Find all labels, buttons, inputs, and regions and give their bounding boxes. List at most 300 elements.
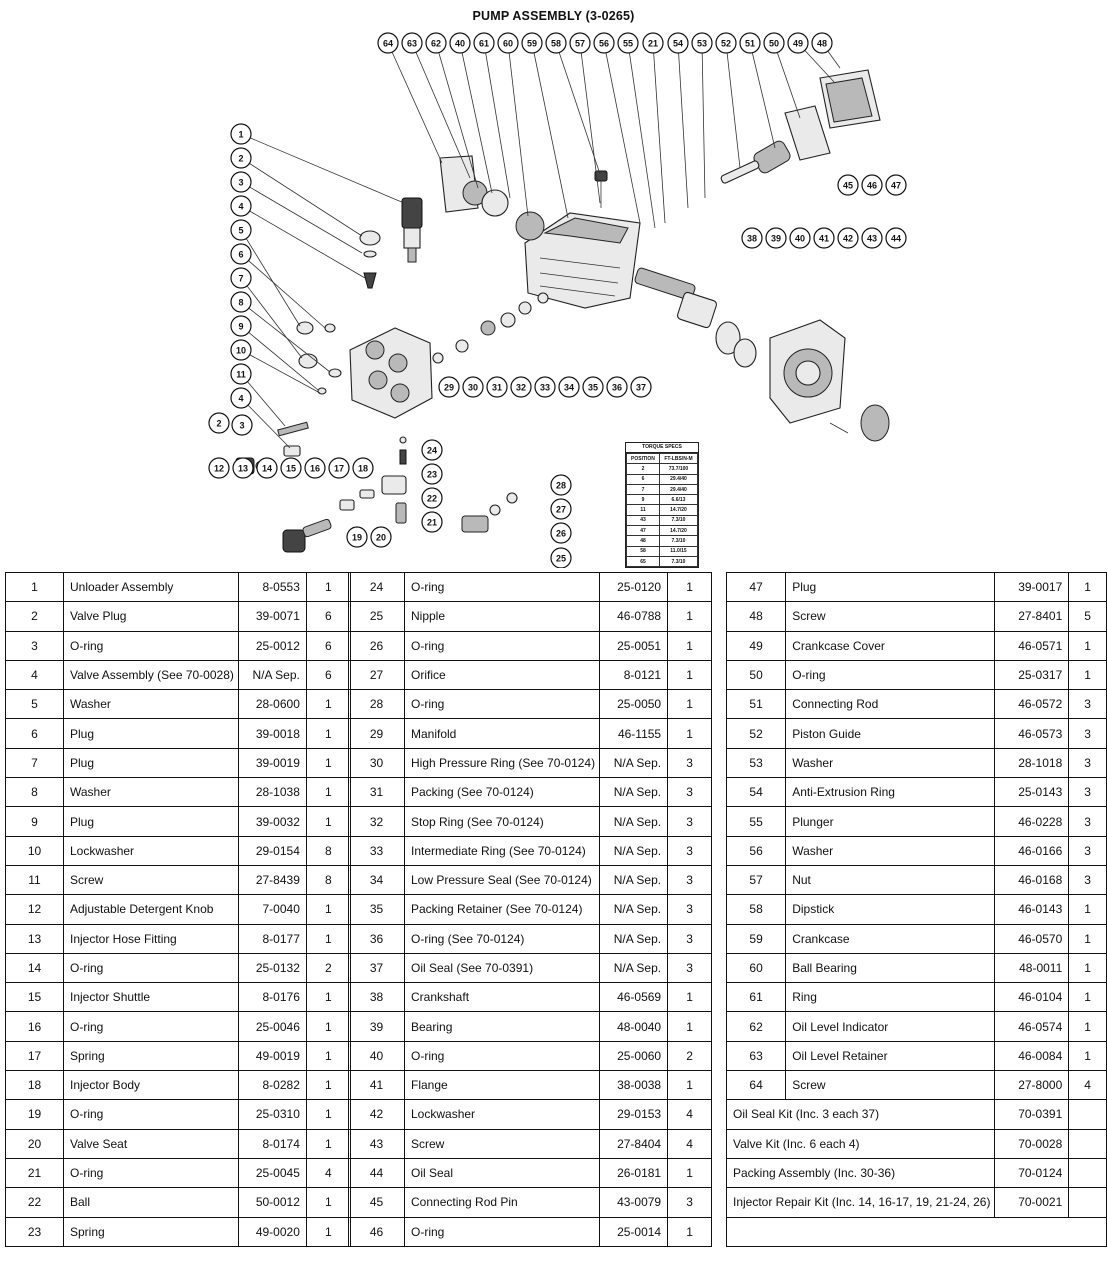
- callout-43: [862, 228, 882, 248]
- torque-row: [627, 474, 698, 484]
- part-number: 25-0012: [238, 631, 306, 660]
- part-description: Plug: [64, 807, 239, 836]
- item-number: 34: [349, 865, 405, 894]
- quantity: 3: [668, 778, 712, 807]
- kit-description: Packing Assembly (Inc. 30-36): [727, 1158, 995, 1187]
- callout-16: [305, 458, 325, 478]
- callout-15: [281, 458, 301, 478]
- table-row: [727, 924, 1107, 953]
- svg-text:2: 2: [238, 153, 244, 164]
- item-number: 38: [349, 983, 405, 1012]
- svg-text:39: 39: [770, 233, 782, 244]
- crankcase-drawing: [440, 156, 640, 308]
- svg-text:11: 11: [236, 369, 246, 380]
- torque-value: 7.3/10: [659, 556, 697, 566]
- part-number: N/A Sep.: [600, 924, 668, 953]
- quantity: 1: [668, 1158, 712, 1187]
- torque-position: 43: [627, 515, 660, 525]
- quantity: 1: [1069, 631, 1107, 660]
- callout-22: [422, 488, 442, 508]
- part-number: 25-0050: [600, 690, 668, 719]
- callout-9: [231, 316, 251, 336]
- torque-value: 73.7/100: [659, 464, 697, 474]
- table-row: [6, 660, 351, 689]
- item-number: 48: [727, 602, 786, 631]
- table-row: [6, 1100, 351, 1129]
- quantity: 2: [306, 953, 350, 982]
- table-row: [727, 836, 1107, 865]
- blank-row: [727, 1217, 1107, 1246]
- svg-text:46: 46: [866, 180, 878, 191]
- quantity: 3: [1069, 719, 1107, 748]
- callout-26: [551, 523, 571, 543]
- callout-33: [535, 377, 555, 397]
- part-number: 46-0571: [995, 631, 1069, 660]
- part-description: O-ring: [64, 1012, 239, 1041]
- item-number: 44: [349, 1158, 405, 1187]
- part-number: 50-0012: [238, 1188, 306, 1217]
- item-number: 8: [6, 778, 64, 807]
- table-row: [349, 953, 712, 982]
- callout-8: [231, 292, 251, 312]
- part-description: Lockwasher: [64, 836, 239, 865]
- kit-quantity: [1069, 1100, 1107, 1129]
- torque-position: 11: [627, 505, 660, 515]
- callout-59: [522, 33, 542, 53]
- table-row: [727, 1041, 1107, 1070]
- quantity: 1: [1069, 953, 1107, 982]
- part-number: 27-8404: [600, 1129, 668, 1158]
- crankshaft-drawing: [634, 267, 889, 441]
- part-description: O-ring: [64, 1158, 239, 1187]
- torque-value: 14.7/20: [659, 526, 697, 536]
- svg-text:8: 8: [238, 297, 244, 308]
- part-number: 46-0573: [995, 719, 1069, 748]
- part-number: 8-0174: [238, 1129, 306, 1158]
- part-number: 25-0051: [600, 631, 668, 660]
- part-description: Piston Guide: [786, 719, 995, 748]
- svg-text:47: 47: [890, 180, 902, 191]
- table-row: [349, 748, 712, 777]
- part-number: 46-0574: [995, 1012, 1069, 1041]
- quantity: 6: [306, 631, 350, 660]
- svg-text:1: 1: [238, 129, 244, 140]
- quantity: 1: [306, 1129, 350, 1158]
- callout-35: [583, 377, 603, 397]
- torque-position: 2: [627, 464, 660, 474]
- table-row: [349, 983, 712, 1012]
- quantity: 1: [668, 983, 712, 1012]
- svg-text:37: 37: [635, 382, 647, 393]
- quantity: 6: [306, 660, 350, 689]
- page-title: PUMP ASSEMBLY (3-0265): [472, 9, 635, 23]
- quantity: 1: [1069, 660, 1107, 689]
- part-number: N/A Sep.: [600, 895, 668, 924]
- part-number: 46-0570: [995, 924, 1069, 953]
- svg-text:36: 36: [611, 382, 623, 393]
- item-number: 7: [6, 748, 64, 777]
- blank-cell: [727, 1217, 1107, 1246]
- item-number: 52: [727, 719, 786, 748]
- item-number: 62: [727, 1012, 786, 1041]
- callout-19: [347, 527, 367, 547]
- item-number: 19: [6, 1100, 64, 1129]
- part-description: O-ring: [64, 631, 239, 660]
- table-row: [727, 690, 1107, 719]
- table-row: [727, 865, 1107, 894]
- svg-text:64: 64: [382, 38, 394, 49]
- callout-24: [422, 440, 442, 460]
- callout-12: [209, 458, 229, 478]
- crankcase-cover-drawing: [720, 70, 880, 184]
- part-number: 39-0018: [238, 719, 306, 748]
- table-row: [349, 602, 712, 631]
- item-number: 57: [727, 865, 786, 894]
- torque-position: 48: [627, 536, 660, 546]
- item-number: 40: [349, 1041, 405, 1070]
- part-description: O-ring: [405, 1217, 600, 1246]
- svg-text:3: 3: [238, 177, 244, 188]
- svg-text:27: 27: [555, 504, 567, 515]
- callout-50: [764, 33, 784, 53]
- part-number: N/A Sep.: [600, 807, 668, 836]
- callout-29: [439, 377, 459, 397]
- torque-row: [627, 495, 698, 505]
- table-row: [349, 690, 712, 719]
- torque-row: [627, 505, 698, 515]
- part-number: 25-0045: [238, 1158, 306, 1187]
- part-description: O-ring: [786, 660, 995, 689]
- callout-5: [231, 220, 251, 240]
- quantity: 1: [668, 719, 712, 748]
- part-number: 49-0020: [238, 1217, 306, 1246]
- part-number: 49-0019: [238, 1041, 306, 1070]
- table-row: [349, 573, 712, 602]
- svg-text:31: 31: [491, 382, 503, 393]
- part-description: Oil Level Indicator: [786, 1012, 995, 1041]
- callout-57: [570, 33, 590, 53]
- part-number: 39-0071: [238, 602, 306, 631]
- item-number: 53: [727, 748, 786, 777]
- torque-value: 7.3/10: [659, 515, 697, 525]
- svg-text:35: 35: [587, 382, 599, 393]
- quantity: 1: [668, 573, 712, 602]
- quantity: 1: [306, 924, 350, 953]
- callout-40: [790, 228, 810, 248]
- callout-10: [231, 340, 251, 360]
- part-number: N/A Sep.: [600, 865, 668, 894]
- callout-37: [631, 377, 651, 397]
- callout-47: [886, 175, 906, 195]
- kit-row: [727, 1188, 1107, 1217]
- svg-text:2: 2: [216, 418, 222, 429]
- table-row: [349, 895, 712, 924]
- part-description: Screw: [786, 602, 995, 631]
- kit-row: [727, 1158, 1107, 1187]
- callout-38: [742, 228, 762, 248]
- quantity: 1: [306, 1041, 350, 1070]
- quantity: 3: [668, 1188, 712, 1217]
- table-row: [349, 1217, 712, 1246]
- table-row: [727, 602, 1107, 631]
- table-row: [349, 1158, 712, 1187]
- quantity: 1: [1069, 924, 1107, 953]
- item-number: 28: [349, 690, 405, 719]
- table-row: [349, 660, 712, 689]
- table-row: [6, 1188, 351, 1217]
- callout-61: [474, 33, 494, 53]
- kit-quantity: [1069, 1129, 1107, 1158]
- part-description: High Pressure Ring (See 70-0124): [405, 748, 600, 777]
- table-row: [727, 895, 1107, 924]
- table-row: [6, 983, 351, 1012]
- svg-text:55: 55: [622, 38, 634, 49]
- item-number: 16: [6, 1012, 64, 1041]
- part-description: Anti-Extrusion Ring: [786, 778, 995, 807]
- table-row: [349, 1012, 712, 1041]
- quantity: 4: [668, 1100, 712, 1129]
- exploded-pump-diagram: [0, 28, 1107, 568]
- parts-table-2: [348, 572, 712, 1247]
- item-number: 41: [349, 1071, 405, 1100]
- svg-text:15: 15: [285, 463, 297, 474]
- item-number: 45: [349, 1188, 405, 1217]
- torque-value: 14.7/20: [659, 505, 697, 515]
- svg-text:25: 25: [555, 553, 567, 564]
- part-description: Crankcase Cover: [786, 631, 995, 660]
- callout-64: [378, 33, 398, 53]
- svg-text:49: 49: [792, 38, 804, 49]
- quantity: 1: [1069, 1012, 1107, 1041]
- kit-description: Valve Kit (Inc. 6 each 4): [727, 1129, 995, 1158]
- torque-position: 58: [627, 546, 660, 556]
- quantity: 1: [306, 1071, 350, 1100]
- item-number: 39: [349, 1012, 405, 1041]
- svg-text:45: 45: [842, 180, 854, 191]
- item-number: 25: [349, 602, 405, 631]
- quantity: 1: [306, 983, 350, 1012]
- part-number: 46-1155: [600, 719, 668, 748]
- part-number: N/A Sep.: [238, 660, 306, 689]
- svg-text:57: 57: [574, 38, 586, 49]
- item-number: 56: [727, 836, 786, 865]
- parts-table-1: [5, 572, 351, 1247]
- callout-54: [668, 33, 688, 53]
- part-description: Ring: [786, 983, 995, 1012]
- quantity: 3: [1069, 807, 1107, 836]
- part-description: Packing Retainer (See 70-0124): [405, 895, 600, 924]
- item-number: 49: [727, 631, 786, 660]
- part-number: 46-0228: [995, 807, 1069, 836]
- part-description: Spring: [64, 1217, 239, 1246]
- quantity: 1: [306, 719, 350, 748]
- callout-11: [231, 364, 251, 384]
- quantity: 1: [306, 807, 350, 836]
- callout-46: [862, 175, 882, 195]
- kit-quantity: [1069, 1188, 1107, 1217]
- quantity: 1: [1069, 1041, 1107, 1070]
- part-number: N/A Sep.: [600, 778, 668, 807]
- svg-text:42: 42: [842, 233, 854, 244]
- kit-description: Injector Repair Kit (Inc. 14, 16-17, 19, 21-24, 26): [727, 1188, 995, 1217]
- quantity: 3: [668, 748, 712, 777]
- part-description: Oil Level Retainer: [786, 1041, 995, 1070]
- item-number: 21: [6, 1158, 64, 1187]
- part-description: Plug: [64, 748, 239, 777]
- svg-text:61: 61: [478, 38, 490, 49]
- quantity: 2: [668, 1041, 712, 1070]
- part-number: 46-0168: [995, 865, 1069, 894]
- torque-value: 29.4/40: [659, 474, 697, 484]
- item-number: 14: [6, 953, 64, 982]
- table-row: [6, 602, 351, 631]
- torque-position: 47: [627, 526, 660, 536]
- part-description: Nipple: [405, 602, 600, 631]
- table-row: [727, 631, 1107, 660]
- part-number: 8-0553: [238, 573, 306, 602]
- svg-text:16: 16: [309, 463, 321, 474]
- part-description: O-ring (See 70-0124): [405, 924, 600, 953]
- part-description: Oil Seal: [405, 1158, 600, 1187]
- table-row: [6, 573, 351, 602]
- part-number: N/A Sep.: [600, 748, 668, 777]
- callout-63: [402, 33, 422, 53]
- table-row: [6, 719, 351, 748]
- table-row: [727, 1012, 1107, 1041]
- callout-55: [618, 33, 638, 53]
- callout-2: [209, 413, 229, 433]
- table-row: [349, 865, 712, 894]
- svg-text:38: 38: [746, 233, 758, 244]
- part-description: Plunger: [786, 807, 995, 836]
- torque-row: [627, 536, 698, 546]
- quantity: 4: [668, 1129, 712, 1158]
- svg-text:19: 19: [351, 532, 363, 543]
- part-number: 28-1018: [995, 748, 1069, 777]
- quantity: 3: [1069, 690, 1107, 719]
- item-number: 1: [6, 573, 64, 602]
- item-number: 61: [727, 983, 786, 1012]
- table-row: [6, 924, 351, 953]
- quantity: 3: [668, 895, 712, 924]
- callout-51: [740, 33, 760, 53]
- table-row: [349, 1129, 712, 1158]
- svg-text:63: 63: [406, 38, 418, 49]
- item-number: 17: [6, 1041, 64, 1070]
- quantity: 1: [306, 1100, 350, 1129]
- quantity: 1: [306, 748, 350, 777]
- callout-13: [233, 458, 253, 478]
- quantity: 1: [306, 895, 350, 924]
- table-row: [727, 1071, 1107, 1100]
- table-row: [727, 953, 1107, 982]
- quantity: 6: [306, 602, 350, 631]
- part-number: 8-0121: [600, 660, 668, 689]
- manifold-drawing: [350, 293, 551, 418]
- part-number: 8-0282: [238, 1071, 306, 1100]
- item-number: 31: [349, 778, 405, 807]
- quantity: 4: [1069, 1071, 1107, 1100]
- item-number: 63: [727, 1041, 786, 1070]
- quantity: 3: [668, 807, 712, 836]
- quantity: 8: [306, 836, 350, 865]
- item-number: 2: [6, 602, 64, 631]
- part-number: 39-0017: [995, 573, 1069, 602]
- torque-row: [627, 484, 698, 494]
- part-number: 46-0166: [995, 836, 1069, 865]
- part-description: Screw: [786, 1071, 995, 1100]
- part-description: Washer: [786, 748, 995, 777]
- torque-specs-table: [625, 442, 699, 568]
- svg-text:56: 56: [598, 38, 610, 49]
- table-row: [349, 807, 712, 836]
- svg-text:21: 21: [647, 38, 659, 49]
- callout-28: [551, 475, 571, 495]
- torque-specs-title: TORQUE SPECS: [626, 443, 698, 453]
- item-number: 26: [349, 631, 405, 660]
- quantity: 1: [1069, 983, 1107, 1012]
- item-number: 42: [349, 1100, 405, 1129]
- table-row: [727, 719, 1107, 748]
- item-number: 9: [6, 807, 64, 836]
- part-number: 29-0154: [238, 836, 306, 865]
- quantity: 3: [668, 836, 712, 865]
- svg-text:17: 17: [333, 463, 345, 474]
- svg-text:48: 48: [816, 38, 828, 49]
- callout-4: [231, 388, 251, 408]
- callout-23: [422, 464, 442, 484]
- kit-part-number: 70-0028: [995, 1129, 1069, 1158]
- table-row: [349, 1041, 712, 1070]
- part-description: Intermediate Ring (See 70-0124): [405, 836, 600, 865]
- part-number: 25-0046: [238, 1012, 306, 1041]
- svg-text:34: 34: [563, 382, 575, 393]
- callout-42: [838, 228, 858, 248]
- svg-text:58: 58: [550, 38, 562, 49]
- part-description: Bearing: [405, 1012, 600, 1041]
- part-description: Unloader Assembly: [64, 573, 239, 602]
- svg-text:20: 20: [375, 532, 387, 543]
- callout-58: [546, 33, 566, 53]
- table-row: [6, 631, 351, 660]
- quantity: 1: [306, 1188, 350, 1217]
- item-number: 27: [349, 660, 405, 689]
- quantity: 1: [668, 631, 712, 660]
- callout-4: [231, 196, 251, 216]
- item-number: 10: [6, 836, 64, 865]
- part-description: O-ring: [405, 573, 600, 602]
- item-number: 5: [6, 690, 64, 719]
- part-number: 25-0120: [600, 573, 668, 602]
- item-number: 30: [349, 748, 405, 777]
- svg-text:18: 18: [357, 463, 369, 474]
- part-description: Valve Plug: [64, 602, 239, 631]
- part-number: 38-0038: [600, 1071, 668, 1100]
- part-number: N/A Sep.: [600, 836, 668, 865]
- item-number: 32: [349, 807, 405, 836]
- svg-text:4: 4: [238, 393, 244, 404]
- part-description: O-ring: [405, 690, 600, 719]
- torque-value: 6.6/13: [659, 495, 697, 505]
- quantity: 1: [306, 690, 350, 719]
- part-description: Screw: [64, 865, 239, 894]
- item-number: 3: [6, 631, 64, 660]
- item-number: 20: [6, 1129, 64, 1158]
- callout-20: [371, 527, 391, 547]
- item-number: 43: [349, 1129, 405, 1158]
- item-number: 11: [6, 865, 64, 894]
- callout-21: [422, 512, 442, 532]
